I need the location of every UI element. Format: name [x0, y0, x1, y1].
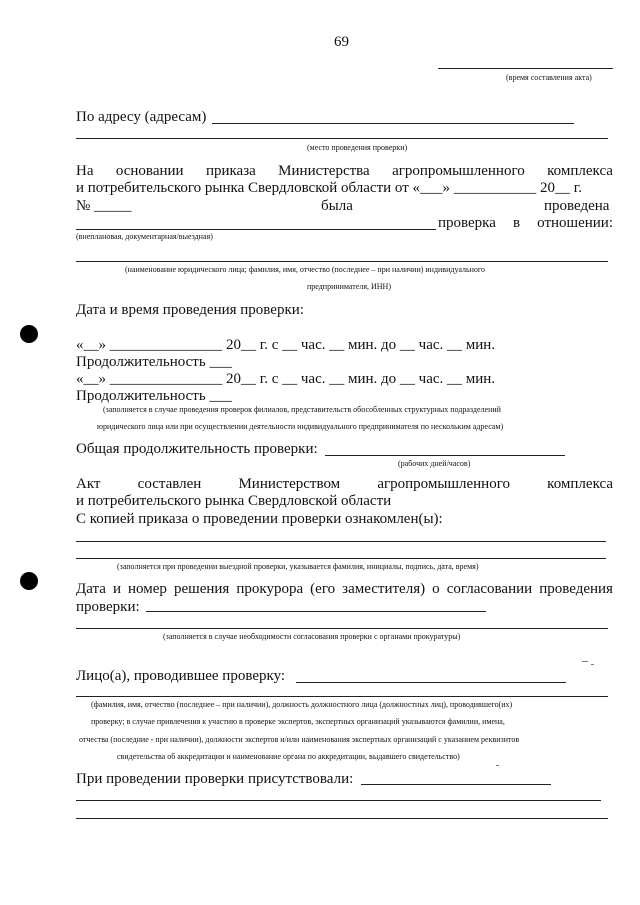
act-word: агропромышленного: [377, 476, 510, 492]
address-line-1[interactable]: [212, 123, 574, 124]
check-type-caption: (внеплановая, документарная/выездная): [76, 232, 213, 241]
total-duration-label: Общая продолжительность проверки:: [76, 441, 318, 457]
datetime-row-1[interactable]: «__» _______________ 20__ г. с __ час. __ мин. до __ час. __ мин.: [76, 337, 496, 353]
act-line-2: и потребительского рынка Свердловской области: [76, 493, 392, 509]
duration-1[interactable]: Продолжительность ___: [76, 354, 232, 370]
entity-line[interactable]: [76, 261, 608, 262]
inspector-caption-4: свидетельства об аккредитации и наименование органа по аккредитации, выдавшего свидетельство): [117, 752, 460, 761]
prosecutor-line-2: проверки:: [76, 599, 140, 615]
prosecutor-word: заместителя): [342, 581, 426, 597]
prosecutor-line-a[interactable]: [146, 611, 486, 612]
datetime-row-2[interactable]: «__» _______________ 20__ г. с __ час. __ мин. до __ час. __ мин.: [76, 371, 496, 387]
scan-speck: [591, 664, 594, 665]
total-duration-line[interactable]: [325, 455, 565, 456]
conducted-text: проведена: [544, 198, 610, 214]
relation-word: в: [512, 215, 521, 231]
datetime-caption-1: (заполняется в случае проведения проверок филиалов, представительств обособленных структурных подразделений: [103, 405, 501, 414]
scan-speck: [582, 661, 588, 662]
basis-word: На: [76, 163, 94, 179]
prosecutor-line-b[interactable]: [76, 628, 608, 629]
punch-hole-bottom: [20, 572, 38, 590]
present-line-2[interactable]: [76, 800, 601, 801]
act-time-caption: (время составления акта): [506, 73, 592, 82]
total-duration-caption: (рабочих дней/часов): [398, 459, 471, 468]
check-relation-text: [438, 214, 613, 232]
act-word: составлен: [137, 476, 202, 492]
relation-word: отношении:: [537, 215, 613, 231]
prosecutor-word: прокурора: [236, 581, 304, 597]
act-word: комплекса: [547, 476, 613, 492]
datetime-caption-2: юридического лица или при осуществлении деятельности индивидуального предпринимателя по нескольким адресам): [97, 422, 504, 431]
datetime-label: Дата и время проведения проверки:: [76, 302, 304, 318]
act-word: Акт: [76, 476, 101, 492]
basis-line-2[interactable]: и потребительского рынка Свердловской области от «___» ___________ 20__ г.: [76, 180, 582, 196]
relation-word: проверка: [438, 215, 496, 231]
inspector-label: Лицо(а), проводившее проверку:: [76, 668, 286, 684]
basis-word: основании: [115, 163, 184, 179]
inspector-caption-2: проверку; в случае привлечения к участию в проверке экспертов, экспертных организаций указываются фамилии, имена,: [91, 717, 505, 726]
basis-line-1: [76, 162, 613, 180]
duration-2[interactable]: Продолжительность ___: [76, 388, 232, 404]
prosecutor-word: (его: [310, 581, 336, 597]
check-type-line[interactable]: [76, 229, 436, 230]
prosecutor-word: решения: [173, 581, 230, 597]
basis-word: агропромышленного: [392, 163, 525, 179]
present-line-3[interactable]: [76, 818, 608, 819]
basis-word: приказа: [205, 163, 256, 179]
present-label: При проведении проверки присутствовали:: [76, 771, 354, 787]
was-text: была: [321, 198, 353, 214]
scan-speck: [496, 765, 499, 766]
page-number: 69: [334, 34, 349, 50]
prosecutor-word: Дата: [76, 581, 106, 597]
act-time-line[interactable]: [438, 68, 613, 69]
address-label: По адресу (адресам): [76, 109, 207, 125]
inspector-line-2[interactable]: [76, 696, 608, 697]
prosecutor-word: номер: [128, 581, 167, 597]
prosecutor-word: и: [112, 581, 121, 597]
prosecutor-word: о: [432, 581, 440, 597]
address-caption: (место проведения проверки): [307, 143, 408, 152]
order-number-field[interactable]: № _____: [76, 198, 132, 214]
copy-caption: (заполняется при проведении выездной проверки, указывается фамилия, инициалы, подпись, дата, время): [117, 562, 479, 571]
punch-hole-top: [20, 325, 38, 343]
prosecutor-word: согласовании: [446, 581, 533, 597]
copy-label: С копией приказа о проведении проверки ознакомлен(ы):: [76, 511, 443, 527]
present-line-1[interactable]: [361, 784, 551, 785]
entity-caption-2: предпринимателя, ИНН): [307, 282, 391, 291]
inspector-caption-3: отчества (последние - при наличии), должности экспертов и/или наименования экспертных организаций с указанием реквизитов: [79, 735, 520, 744]
basis-word: комплекса: [547, 163, 613, 179]
prosecutor-line-1: [76, 580, 613, 598]
inspector-caption-1: (фамилия, имя, отчество (последнее – при наличии), должность должностного лица (должностных лиц), проводившего(их): [91, 700, 513, 709]
prosecutor-word: проведения: [539, 581, 613, 597]
act-word: Министерством: [238, 476, 341, 492]
address-line-2[interactable]: [76, 138, 608, 139]
copy-line-1[interactable]: [76, 541, 606, 542]
prosecutor-caption: (заполняется в случае необходимости согласования проверки с органами прокуратуры): [163, 632, 461, 641]
inspector-line-1[interactable]: [296, 682, 566, 683]
entity-caption-1: (наименование юридического лица; фамилия, имя, отчество (последнее – при наличии) индивидуального: [125, 265, 485, 274]
basis-word: Министерства: [278, 163, 370, 179]
act-line-1: [76, 475, 613, 493]
copy-line-2[interactable]: [76, 558, 606, 559]
